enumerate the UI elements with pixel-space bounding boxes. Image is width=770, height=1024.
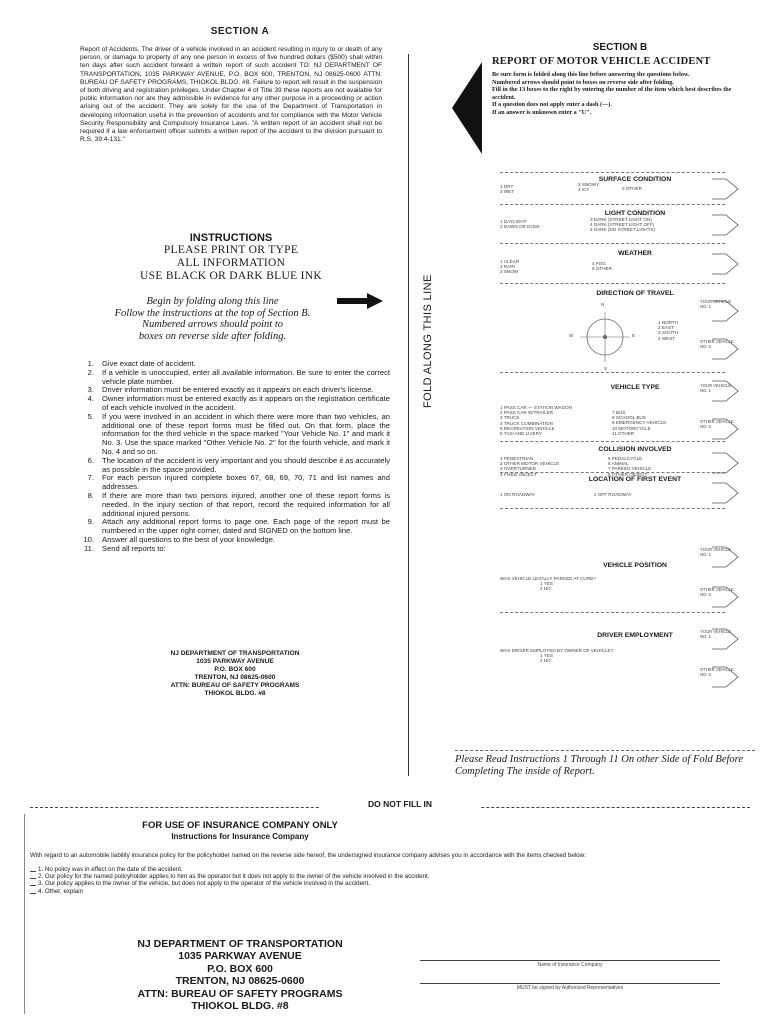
checkbox[interactable]: [30, 881, 36, 886]
option-list: 5 PEDALCYCLE 6 ANIMAL 7 PARKED VEHICLE 8 OTHER OBJECT: [608, 456, 652, 477]
direction-of-travel-title: DIRECTION OF TRAVEL: [596, 290, 674, 297]
surface-condition-title: SURFACE CONDITION: [598, 176, 672, 183]
compass-south-label: S: [604, 366, 608, 371]
list-item: 10. Answer all questions to the best of your knowledge.: [83, 534, 276, 544]
section-a-intro: Report of Accidents. The driver of a vehicle involved in an accident resulting in injury to or death of any person, or damage to property of any one person in excess of five hundred dollars ($500) shall within ten days after such accident forward a written report of such accident TO: NJ DEPARTMENT OF TRANSPORTATION, 1035 PARKWAY AVENUE, P.O. BOX 600, TRENTON, NJ 08625-0600 ATTN: BUREAU OF SAFETY PROGRAMS, THIOKOL BLDG. #8. Failure to report will result in the suspension of both driving and registration privileges. Under Chapter 4 of Title 39 these reports are not available for public information nor are they admissible in evidence for any other purpose in a proceeding or action arising out of the accident. They are solely for the use of the Department of Transportation in developing information useful in the prevention of accidents and for compliance with the Motor Vehicle Security Responsibility and Compulsory Insurance Laws. "A written report of an accident shall not be required if a law enforcement officer submits a written report of the accident to the division pursuant to R.S. 39:4-131.": [80, 46, 382, 144]
arrow-right-icon: [337, 293, 383, 309]
chevron-right-icon: [712, 338, 742, 360]
section-divider: [500, 508, 725, 509]
instructions-title: INSTRUCTIONS: [189, 232, 273, 244]
chevron-right-icon: [712, 178, 742, 200]
insurance-company-name-label: Name of Insurance Company: [537, 962, 603, 968]
side-ref-label: OTHER VEHICLE NO. 2: [700, 419, 734, 429]
list-item: 2. If a vehicle is unoccupied, enter all available information. Be sure to enter the correct vehicle plate number.: [87, 367, 390, 386]
option-list: 5 OTHER: [622, 186, 642, 191]
option-list: WAS DRIVER EMPLOYED BY OWNER OF VEHICLE? 1 YES 2 NO: [500, 648, 614, 664]
collision-involved-title: COLLISION INVOLVED: [598, 446, 672, 453]
do-not-fill-label: DO NOT FILL IN: [320, 799, 480, 809]
instructions-title-block: [80, 232, 382, 283]
fold-instruction-line: Numbered arrows should point to: [142, 319, 283, 330]
insurance-option[interactable]: 4. Other, explain: [30, 888, 755, 895]
chevron-right-icon: [712, 253, 742, 275]
side-ref-label: YOUR VEHICLE NO. 1: [700, 299, 732, 309]
section-divider: [500, 612, 725, 613]
insurance-company-name-field[interactable]: [420, 960, 720, 961]
instructions-line: USE BLACK OR DARK BLUE INK: [140, 270, 322, 282]
light-condition-title: LIGHT CONDITION: [604, 210, 666, 217]
mailing-address-a: NJ DEPARTMENT OF TRANSPORTATION 1035 PARKWAY AVENUE P.O. BOX 600 TRENTON, NJ 08625-0600 ATTN: BUREAU OF SAFETY PROGRAMS THIOKOL BLDG. #8: [170, 650, 300, 697]
side-ref-label: YOUR VEHICLE NO. 1: [700, 629, 732, 639]
compass-icon: [560, 300, 650, 374]
section-b-instructions: Be sure form is folded along this line before answering the questions below. Numbered arrows should point to boxes on reverse side after folding. Fill in the 13 boxes to the right by entering the number of the item which best describes the accident. If a question does not apply enter a dash (—). If an answer is unknown enter a "U".: [492, 71, 732, 116]
location-of-first-event-title: LOCATION OF FIRST EVENT: [588, 476, 682, 483]
section-a-heading: SECTION A: [210, 26, 270, 37]
section-divider: [500, 372, 725, 373]
chevron-right-icon: [712, 452, 742, 474]
option-list: WAS VEHICLE LEGALLY PARKED AT CURB? 1 YES 2 NO: [500, 576, 596, 592]
instructions-list: [80, 360, 390, 554]
option-list: 3 SNOWY 4 ICY: [578, 182, 600, 193]
list-item: 9. Attach any additional report forms to page one. Each page of the report must be numbered in the upper right corner, dated and SIGNED on the bottom line.: [87, 517, 390, 536]
list-item: 7. For each person injured complete boxes 67, 68, 69, 70, 71 and list names and addresses.: [87, 473, 390, 492]
section-divider: [500, 172, 725, 173]
option-list: 1 NORTH 2 EAST 3 SOUTH 4 WEST: [658, 320, 679, 341]
list-item: 11. Send all reports to:: [84, 543, 166, 553]
option-list: 1 ON ROADWAY: [500, 492, 536, 497]
chevron-right-icon: [712, 300, 742, 322]
checkbox[interactable]: [30, 867, 36, 872]
fold-label: FOLD ALONG THIS LINE: [422, 274, 434, 408]
chevron-right-icon: [712, 586, 742, 608]
option-list: 4 FOG 5 OTHER: [592, 261, 612, 272]
option-list: 1 DRY 2 WET: [500, 184, 515, 195]
option-list: 1 PASS CAR — STATION WAGON 2 PASS CAR W/TRAILER 3 TRUCK 4 TRUCK COMBINATION 5 RECREATION VEHICLE 6 TAXI AND LIVERY: [500, 405, 573, 437]
insurance-option[interactable]: 2. Our policy for the named policyholder applies to him as the operator but it does not apply to the owner of the vehicle involved in the accident.: [30, 873, 755, 880]
arrow-left-icon: [452, 62, 482, 154]
fold-instruction-line: Begin by folding along this line: [146, 296, 279, 307]
fold-line: [408, 54, 409, 776]
authorized-signature-label: MUST be signed by Authorized Representatives: [516, 985, 624, 991]
list-item: 8. If there are more than two persons injured, another one of these report forms is needed. In the injury section of that report, record the required information for all additional injured persons.: [87, 490, 390, 518]
mailing-address-b: NJ DEPARTMENT OF TRANSPORTATION 1035 PARKWAY AVENUE P.O. BOX 600 TRENTON, NJ 08625-0600 ATTN: BUREAU OF SAFETY PROGRAMS THIOKOL BLDG. #8: [137, 938, 343, 1013]
section-divider: [500, 472, 725, 473]
checkbox[interactable]: [30, 889, 36, 894]
report-title: REPORT OF MOTOR VEHICLE ACCIDENT: [492, 56, 711, 67]
authorized-signature-field[interactable]: [420, 983, 720, 984]
list-item: 5. If you were involved in an accident in which there were more than two vehicles, an additional one of these report forms must be filled out. On that form, place the information for the third vehicle in the space marked "Your Vehicle No. 1" and mark it No. 3. Use the space marked "Other Vehicle No. 2" for the fourth vehicle, and mark it No. 4 and so on.: [87, 411, 390, 456]
fold-instructions: [70, 296, 355, 342]
insurance-title: FOR USE OF INSURANCE COMPANY ONLY: [142, 820, 338, 831]
side-ref-label: OTHER VEHICLE NO. 2: [700, 667, 734, 677]
section-divider: [500, 283, 725, 284]
option-list: 2 OFF ROADWAY: [594, 492, 632, 497]
section-divider: [500, 441, 725, 442]
side-ref-label: OTHER VEHICLE NO. 2: [700, 587, 734, 597]
chevron-right-icon: [712, 666, 742, 688]
instructions-line: PLEASE PRINT OR TYPE: [163, 244, 299, 256]
list-item: 4. Owner information must be entered exactly as it appears on the registration certificate of each vehicle involved in the accident.: [87, 394, 390, 412]
side-ref-label: OTHER VEHICLE NO. 2: [700, 339, 734, 349]
insurance-option[interactable]: 1. No policy was in effect on the date of the accident.: [30, 866, 755, 873]
chevron-right-icon: [712, 628, 742, 650]
chevron-right-icon: [712, 380, 742, 402]
list-item: 6. The location of the accident is very important and you should describe it as accurately as possible in the space provided.: [87, 455, 390, 474]
compass-west-label: W: [569, 333, 574, 338]
compass-east-label: E: [632, 333, 636, 338]
insurance-intro: With regard to an automobile liability insurance policy for the policyholder named on the reverse side hereof, the undersigned insurance company advises you in accordance with the items checked below:: [30, 852, 586, 859]
instructions-line: ALL INFORMATION: [176, 257, 286, 269]
option-list: 3 DARK (STREET LIGHT ON) 4 DARK (STREET LIGHT OFF) 5 DARK (NO STREET LIGHTS): [590, 217, 656, 233]
please-read-rule: [455, 750, 755, 751]
chevron-right-icon: [712, 482, 742, 504]
insurance-subtitle: Instructions for Insurance Company: [171, 832, 309, 841]
side-ref-label: YOUR VEHICLE NO. 1: [700, 383, 732, 393]
please-read-note: Please Read Instructions 1 Through 11 On other Side of Fold Before Completing The inside of Report.: [455, 754, 744, 777]
chevron-right-icon: [712, 546, 742, 568]
driver-employment-title: DRIVER EMPLOYMENT: [597, 632, 673, 639]
list-item: 1. Give exact date of accident.: [87, 359, 196, 368]
insurance-options: [30, 866, 755, 895]
section-divider: [500, 204, 725, 205]
left-border: [24, 814, 25, 1014]
list-item: 3. Driver information must be entered exactly as it appears on each driver's license.: [87, 385, 374, 395]
vehicle-position-title: VEHICLE POSITION: [603, 562, 667, 569]
side-ref-label: YOUR VEHICLE NO. 1: [700, 547, 732, 557]
section-divider: [500, 243, 725, 244]
fold-instruction-line: boxes on reverse side after folding.: [138, 330, 287, 342]
vehicle-type-title: VEHICLE TYPE: [610, 384, 660, 391]
option-list: 1 DAYLIGHT 2 DAWN OR DUSK: [500, 219, 540, 230]
compass-north-label: N: [601, 302, 605, 307]
weather-title: WEATHER: [618, 250, 652, 257]
option-list: 1 CLEAR 2 RAIN 3 SNOW: [500, 259, 520, 275]
checkbox[interactable]: [30, 874, 36, 879]
option-list: 7 BUS 8 SCHOOL BUS 9 EMERGENCY VEHICLE 10 MOTORCYCLE 11 OTHER: [612, 410, 667, 436]
insurance-option[interactable]: 3. Our policy applies to the owner of the vehicle, but does not apply to the operator of the vehicle involved in the accident.: [30, 880, 755, 887]
chevron-right-icon: [712, 214, 742, 236]
chevron-right-icon: [712, 418, 742, 440]
fold-instruction-line: Follow the instructions at the top of Section B.: [114, 307, 311, 319]
option-list: 1 PEDESTRIAN 2 OTHER MOTOR VEHICLE 3 OVERTURNED 4 FIXED OBJECT: [500, 456, 560, 477]
section-b-heading: SECTION B: [592, 42, 648, 53]
